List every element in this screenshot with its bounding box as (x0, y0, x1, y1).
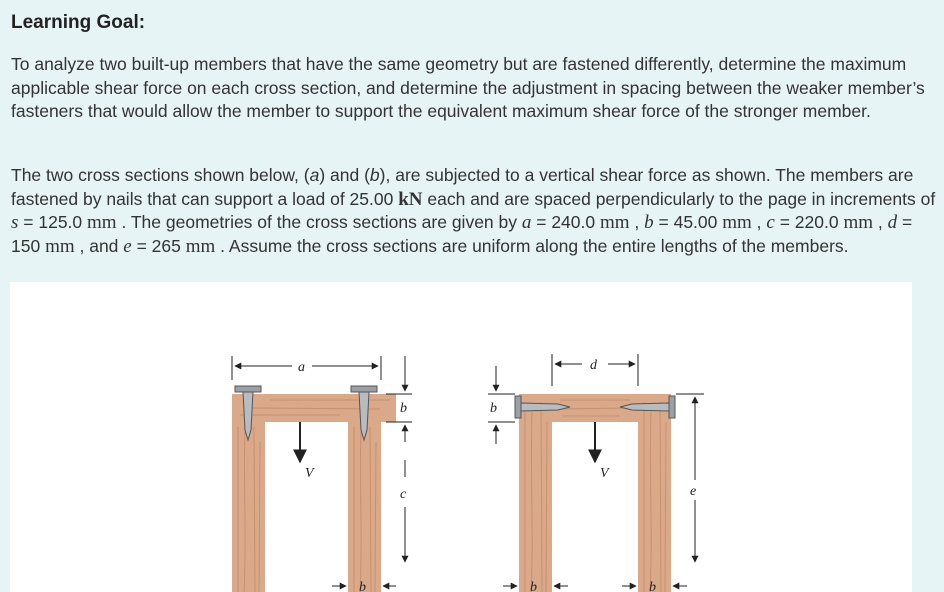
dim-label-d: d (590, 358, 597, 373)
dim-label-b-a: b (400, 401, 407, 416)
learning-goal-text: To analyze two built-up members that have the same geometry but are fastened differently, determine the maximum applicable shear force on each cross section, and determine the adjustment in spacing between the weaker member’s fasteners that would allow the member to support the equivalent maximum shear force of the stronger member. (11, 54, 925, 121)
dim-label-a: a (298, 360, 305, 375)
cross-section-b (488, 354, 704, 592)
dim-label-b-bottom-a: b (359, 580, 366, 592)
dim-label-b-bottom-b2: b (649, 580, 656, 592)
cross-section-figure (10, 282, 912, 592)
dim-label-b-bottom-b1: b (530, 580, 537, 592)
cross-section-a (232, 356, 412, 592)
shear-label-b: V (600, 466, 609, 481)
dim-label-b-b: b (490, 401, 497, 416)
dim-label-e: e (690, 484, 697, 499)
learning-goal-heading: Learning Goal: (11, 12, 146, 33)
shear-label-a: V (305, 466, 314, 481)
dim-label-c: c (400, 487, 407, 502)
problem-statement: The two cross sections shown below, (a) and (b), are subjected to a vertical shear force as shown. The members are fastened by nails that can support a load of 25.00 kN each and are spaced perpendicularly to the page in increments of s = 125.0 mm . The geometries of the cross sections are given by a = 240.0 mm , b = 45.00 mm , c = 220.0 mm , d = 150 mm , and e = 265 mm . Assume the cross sections are uniform along the entire lengths of the members. (11, 165, 936, 257)
